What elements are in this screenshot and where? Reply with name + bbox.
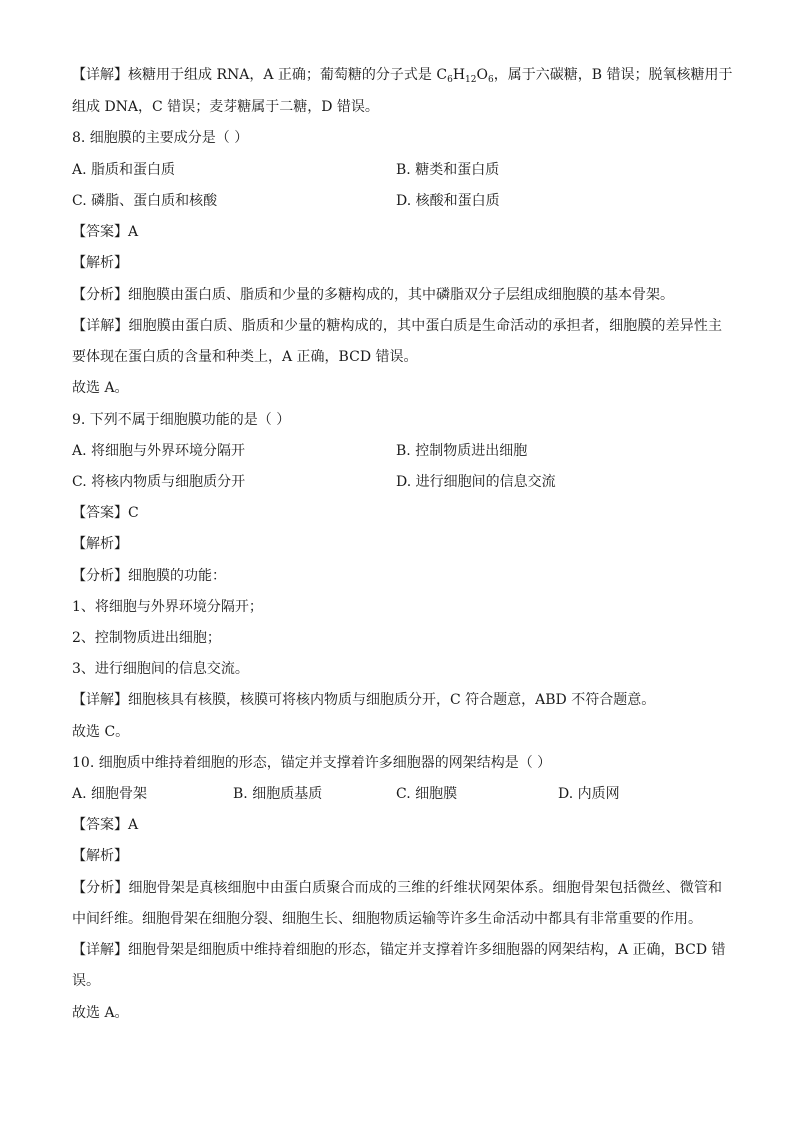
q10-conclusion: 故选 A。 — [72, 1005, 129, 1021]
q9-detail: 【详解】细胞核具有核膜，核膜可将核内物质与细胞质分开，C 符合题意，ABD 不符合题意。 — [72, 692, 656, 708]
q9-analysis-header: 【解析】 — [72, 536, 128, 552]
q8-conclusion: 故选 A。 — [72, 380, 129, 396]
q10-option-c: C. 细胞膜 — [396, 786, 458, 802]
q10-option-b: B. 细胞质基质 — [233, 786, 323, 802]
q10-detail-line2: 误。 — [72, 973, 100, 989]
q8-stem: 8. 细胞膜的主要成分是（ ） — [72, 130, 249, 146]
q8-option-c: C. 磷脂、蛋白质和核酸 — [72, 193, 218, 209]
q9-point-2: 2、控制物质进出细胞； — [72, 630, 221, 646]
prev-detail-line1: 【详解】核糖用于组成 RNA，A 正确；葡萄糖的分子式是 $C_6H_{12}O_6$，属于六碳糖，B 错误；脱氧核糖用于 — [72, 67, 733, 85]
q8-analysis-header: 【解析】 — [72, 255, 128, 271]
q9-conclusion: 故选 C。 — [72, 724, 130, 740]
q9-option-a: A. 将细胞与外界环境分隔开 — [72, 443, 246, 459]
q8-option-b: B. 糖类和蛋白质 — [396, 162, 500, 178]
q10-detail-line1: 【详解】细胞骨架是细胞质中维持着细胞的形态，锚定并支撑着许多细胞器的网架结构，A 正确，BCD 错 — [72, 942, 726, 958]
q8-option-d: D. 核酸和蛋白质 — [396, 193, 500, 209]
q10-analysis-header: 【解析】 — [72, 848, 128, 864]
q8-detail-line2: 要体现在蛋白质的含量和种类上，A 正确，BCD 错误。 — [72, 349, 418, 365]
q10-analysis-line2: 中间纤维。细胞骨架在细胞分裂、细胞生长、细胞物质运输等许多生命活动中都具有非常重要的作用。 — [72, 911, 702, 927]
q10-stem: 10. 细胞质中维持着细胞的形态，锚定并支撑着许多细胞器的网架结构是（ ） — [72, 755, 552, 771]
q8-answer: 【答案】A — [72, 224, 139, 240]
q8-detail-line1: 【详解】细胞膜由蛋白质、脂质和少量的糖构成的，其中蛋白质是生命活动的承担者，细胞膜的差异性主 — [72, 318, 722, 334]
glucose-formula: $C_6H_{12}O_6$ — [436, 67, 494, 85]
q9-stem: 9. 下列不属于细胞膜功能的是（ ） — [72, 412, 291, 428]
q9-analysis: 【分析】细胞膜的功能： — [72, 568, 226, 584]
q9-option-d: D. 进行细胞间的信息交流 — [396, 474, 556, 490]
q8-option-a: A. 脂质和蛋白质 — [72, 162, 176, 178]
q10-option-a: A. 细胞骨架 — [72, 786, 148, 802]
q10-answer: 【答案】A — [72, 817, 139, 833]
q10-option-d: D. 内质网 — [558, 786, 620, 802]
q8-analysis: 【分析】细胞膜由蛋白质、脂质和少量的多糖构成的，其中磷脂双分子层组成细胞膜的基本骨架。 — [72, 287, 674, 303]
q9-option-c: C. 将核内物质与细胞质分开 — [72, 474, 246, 490]
q9-option-b: B. 控制物质进出细胞 — [396, 443, 528, 459]
q9-point-3: 3、进行细胞间的信息交流。 — [72, 661, 249, 677]
prev-detail-line2: 组成 DNA，C 错误；麦芽糖属于二糖，D 错误。 — [72, 99, 379, 115]
q9-point-1: 1、将细胞与外界环境分隔开； — [72, 599, 263, 615]
q9-answer: 【答案】C — [72, 505, 139, 521]
q10-analysis-line1: 【分析】细胞骨架是真核细胞中由蛋白质聚合而成的三维的纤维状网架体系。细胞骨架包括微丝、微管和 — [72, 880, 722, 896]
